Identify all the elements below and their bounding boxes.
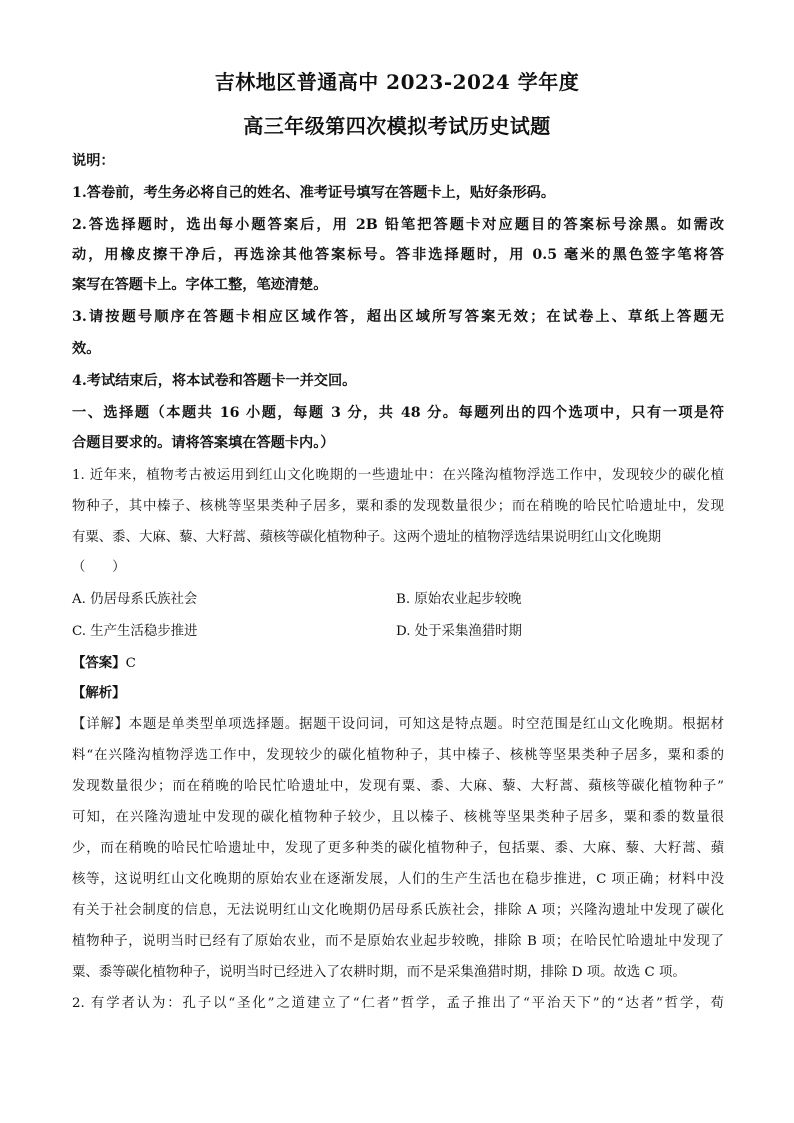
detail-line: 料“在兴隆沟植物浮选工作中，发现较少的碳化植物种子，其中榛子、核桃等坚果类种子居多，粟和黍的 [72, 748, 724, 763]
detail-line: 可知，在兴隆沟遗址中发现的碳化植物种子较少，且以榛子、核桃等坚果类种子居多，粟和黍的数量很 [72, 810, 724, 825]
instructions-heading: 说明： [72, 153, 115, 169]
instruction-line: 案写在答题卡上。字体工整，笔迹清楚。 [72, 277, 328, 293]
analysis-label: 【解析】 [72, 685, 126, 701]
instruction-line: 3.请按题号顺序在答题卡相应区域作答，超出区域所写答案无效；在试卷上、草纸上答题无 [72, 309, 724, 325]
question1-stem-line: （ ） [72, 560, 126, 575]
answer-label: 【答案】 [72, 655, 126, 671]
detail-line: 植物种子，说明当时已经有了原始农业，而不是原始农业起步较晚，排除 B 项；在哈民忙哈遗址中发现了 [72, 934, 724, 949]
section-heading-line: 合题目要求的。请将答案填在答题卡内。） [72, 435, 335, 451]
detail-line: 少，而在稍晚的哈民忙哈遗址中，发现了更多种类的碳化植物种子，包括粟、黍、大麻、藜、大籽蒿、蘋 [72, 841, 724, 856]
detail-line: 发现数量很少；而在稍晚的哈民忙哈遗址中，发现有粟、黍、大麻、藜、大籽蒿、蘋核等碳化植物种子” [72, 779, 724, 794]
detail-line: 有关于社会制度的信息，无法说明红山文化晚期仍居母系氏族社会，排除 A 项；兴隆沟遗址中发现了碳化 [72, 903, 724, 918]
instruction-line: 2.答选择题时，选出每小题答案后，用 2B 铅笔把答题卡对应题目的答案标号涂黑。如需改 [72, 217, 724, 233]
detail-line: 【详解】本题是单类型单项选择题。据题干设问词，可知这是特点题。时空范围是红山文化晚期。根据材 [72, 717, 724, 732]
question1-stem-line: 物种子，其中榛子、核桃等坚果类种子居多，粟和黍的发现数量很少；而在稍晚的哈民忙哈遗址中，发现 [72, 499, 724, 514]
question1-option-a: A. 仍居母系氏族社会 [72, 592, 198, 607]
instruction-line: 1.答卷前，考生务必将自己的姓名、准考证号填写在答题卡上，贴好条形码。 [72, 185, 556, 201]
answer-value: C [125, 656, 136, 671]
question2-stem-line: 2. 有学者认为：孔子以“圣化”之道建立了“仁者”哲学，孟子推出了“平治天下”的“达者”哲学，荀 [72, 996, 724, 1011]
exam-title-line1: 吉林地区普通高中 2023-2024 学年度 [214, 70, 580, 94]
question1-stem-line: 有粟、黍、大麻、藜、大籽蒿、蘋核等碳化植物种子。这两个遗址的植物浮选结果说明红山文化晚期 [72, 530, 662, 545]
detail-line: 核等，这说明红山文化晚期的原始农业在逐渐发展，人们的生产生活也在稳步推进，C 项正确；材料中没 [72, 872, 724, 887]
instruction-line: 动，用橡皮擦干净后，再选涂其他答案标号。答非选择题时，用 0.5 毫米的黑色签字笔将答 [72, 247, 724, 263]
detail-line: 粟、黍等碳化植物种子，说明当时已经进入了农耕时期，而不是采集渔猎时期，排除 D 项。故选 C 项。 [72, 965, 686, 980]
exam-title-line2: 高三年级第四次模拟考试历史试题 [243, 114, 551, 138]
answer-row [72, 652, 724, 671]
question1-option-d: D. 处于采集渔猎时期 [396, 624, 522, 639]
instruction-line: 效。 [72, 341, 101, 357]
question1-stem-line: 1. 近年来，植物考古被运用到红山文化晚期的一些遗址中：在兴隆沟植物浮选工作中，发现较少的碳化植 [72, 468, 724, 483]
instruction-line: 4.考试结束后，将本试卷和答题卡一并交回。 [72, 373, 357, 389]
question1-option-c: C. 生产生活稳步推进 [72, 624, 198, 639]
section-heading-line: 一、选择题（本题共 16 小题，每题 3 分，共 48 分。每题列出的四个选项中，只有一项是符 [72, 405, 724, 421]
question1-option-b: B. 原始农业起步较晚 [396, 592, 522, 607]
